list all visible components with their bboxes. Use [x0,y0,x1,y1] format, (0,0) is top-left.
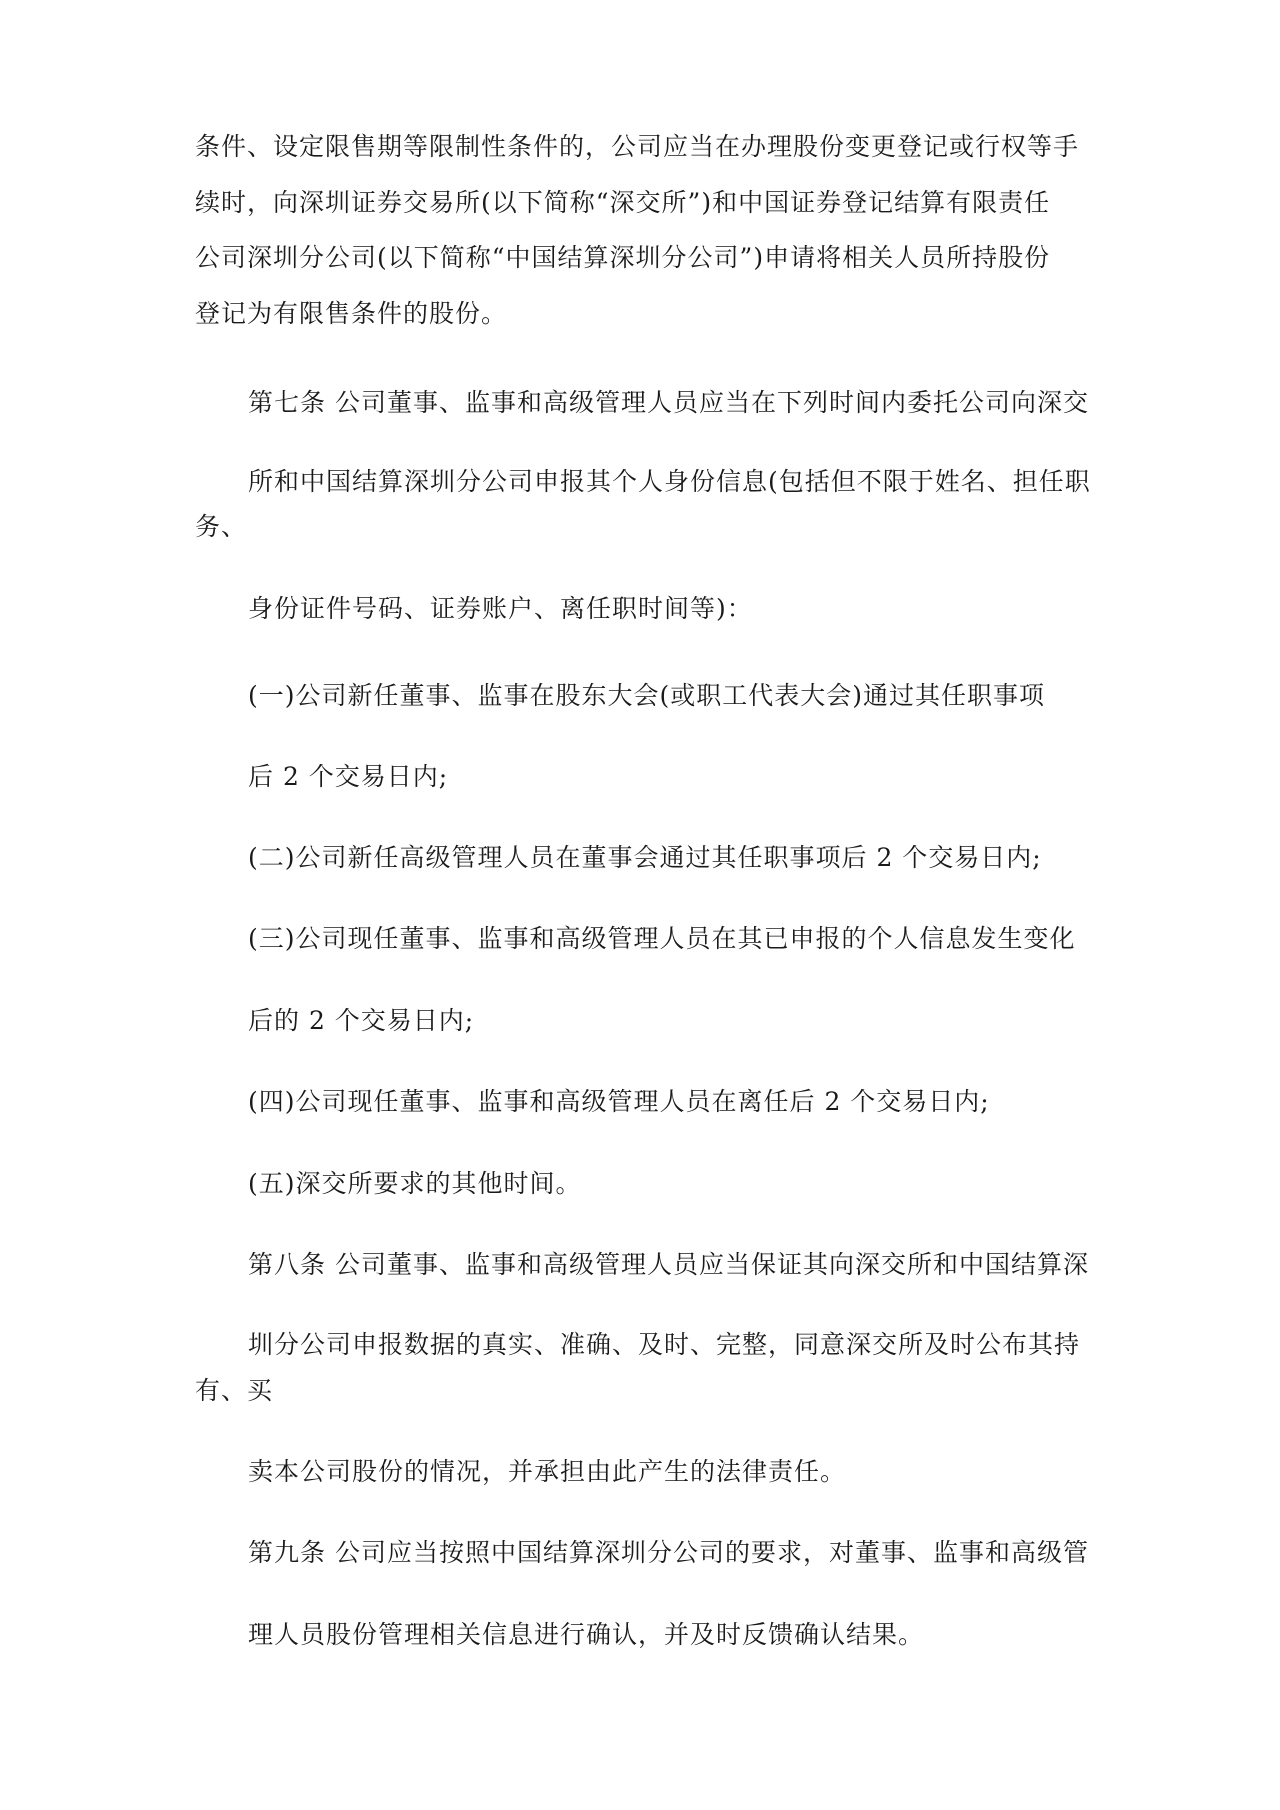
article-7-heading: 第七条 公司董事、监事和高级管理人员应当在下列时间内委托公司向深交 [248,388,1089,417]
paragraph-line: 所和中国结算深圳分公司申报其个人身份信息(包括但不限于姓名、担任职 [248,467,1091,496]
list-item-5: (五)深交所要求的其他时间。 [248,1169,582,1198]
paragraph-line: 登记为有限售条件的股份。 [195,299,508,328]
paragraph-line: 身份证件号码、证券账户、离任职时间等)： [248,594,753,623]
paragraph-line: 务、 [195,512,248,541]
list-item-3: (三)公司现任董事、监事和高级管理人员在其已申报的个人信息发生变化 [248,924,1076,953]
list-item-3-cont: 后的 2 个交易日内; [248,1006,475,1035]
list-item-1-cont: 后 2 个交易日内; [248,762,449,791]
paragraph-line: 续时，向深圳证券交易所(以下简称“深交所”)和中国证券登记结算有限责任 [195,188,1051,217]
list-item-4: (四)公司现任董事、监事和高级管理人员在离任后 2 个交易日内; [248,1087,990,1116]
paragraph-line: 条件、设定限售期等限制性条件的，公司应当在办理股份变更登记或行权等手 [195,132,1080,161]
article-9-heading: 第九条 公司应当按照中国结算深圳分公司的要求，对董事、监事和高级管 [248,1538,1089,1567]
list-item-1: (一)公司新任董事、监事在股东大会(或职工代表大会)通过其任职事项 [248,681,1046,710]
paragraph-line: 卖本公司股份的情况，并承担由此产生的法律责任。 [248,1457,847,1486]
paragraph-line: 圳分公司申报数据的真实、准确、及时、完整，同意深交所及时公布其持 [248,1330,1081,1359]
article-8-heading: 第八条 公司董事、监事和高级管理人员应当保证其向深交所和中国结算深 [248,1250,1089,1279]
paragraph-line: 理人员股份管理相关信息进行确认，并及时反馈确认结果。 [248,1620,925,1649]
list-item-2: (二)公司新任高级管理人员在董事会通过其任职事项后 2 个交易日内; [248,843,1042,872]
paragraph-line: 公司深圳分公司(以下简称“中国结算深圳分公司”)申请将相关人员所持股份 [195,243,1051,272]
paragraph-line: 有、买 [195,1376,274,1405]
